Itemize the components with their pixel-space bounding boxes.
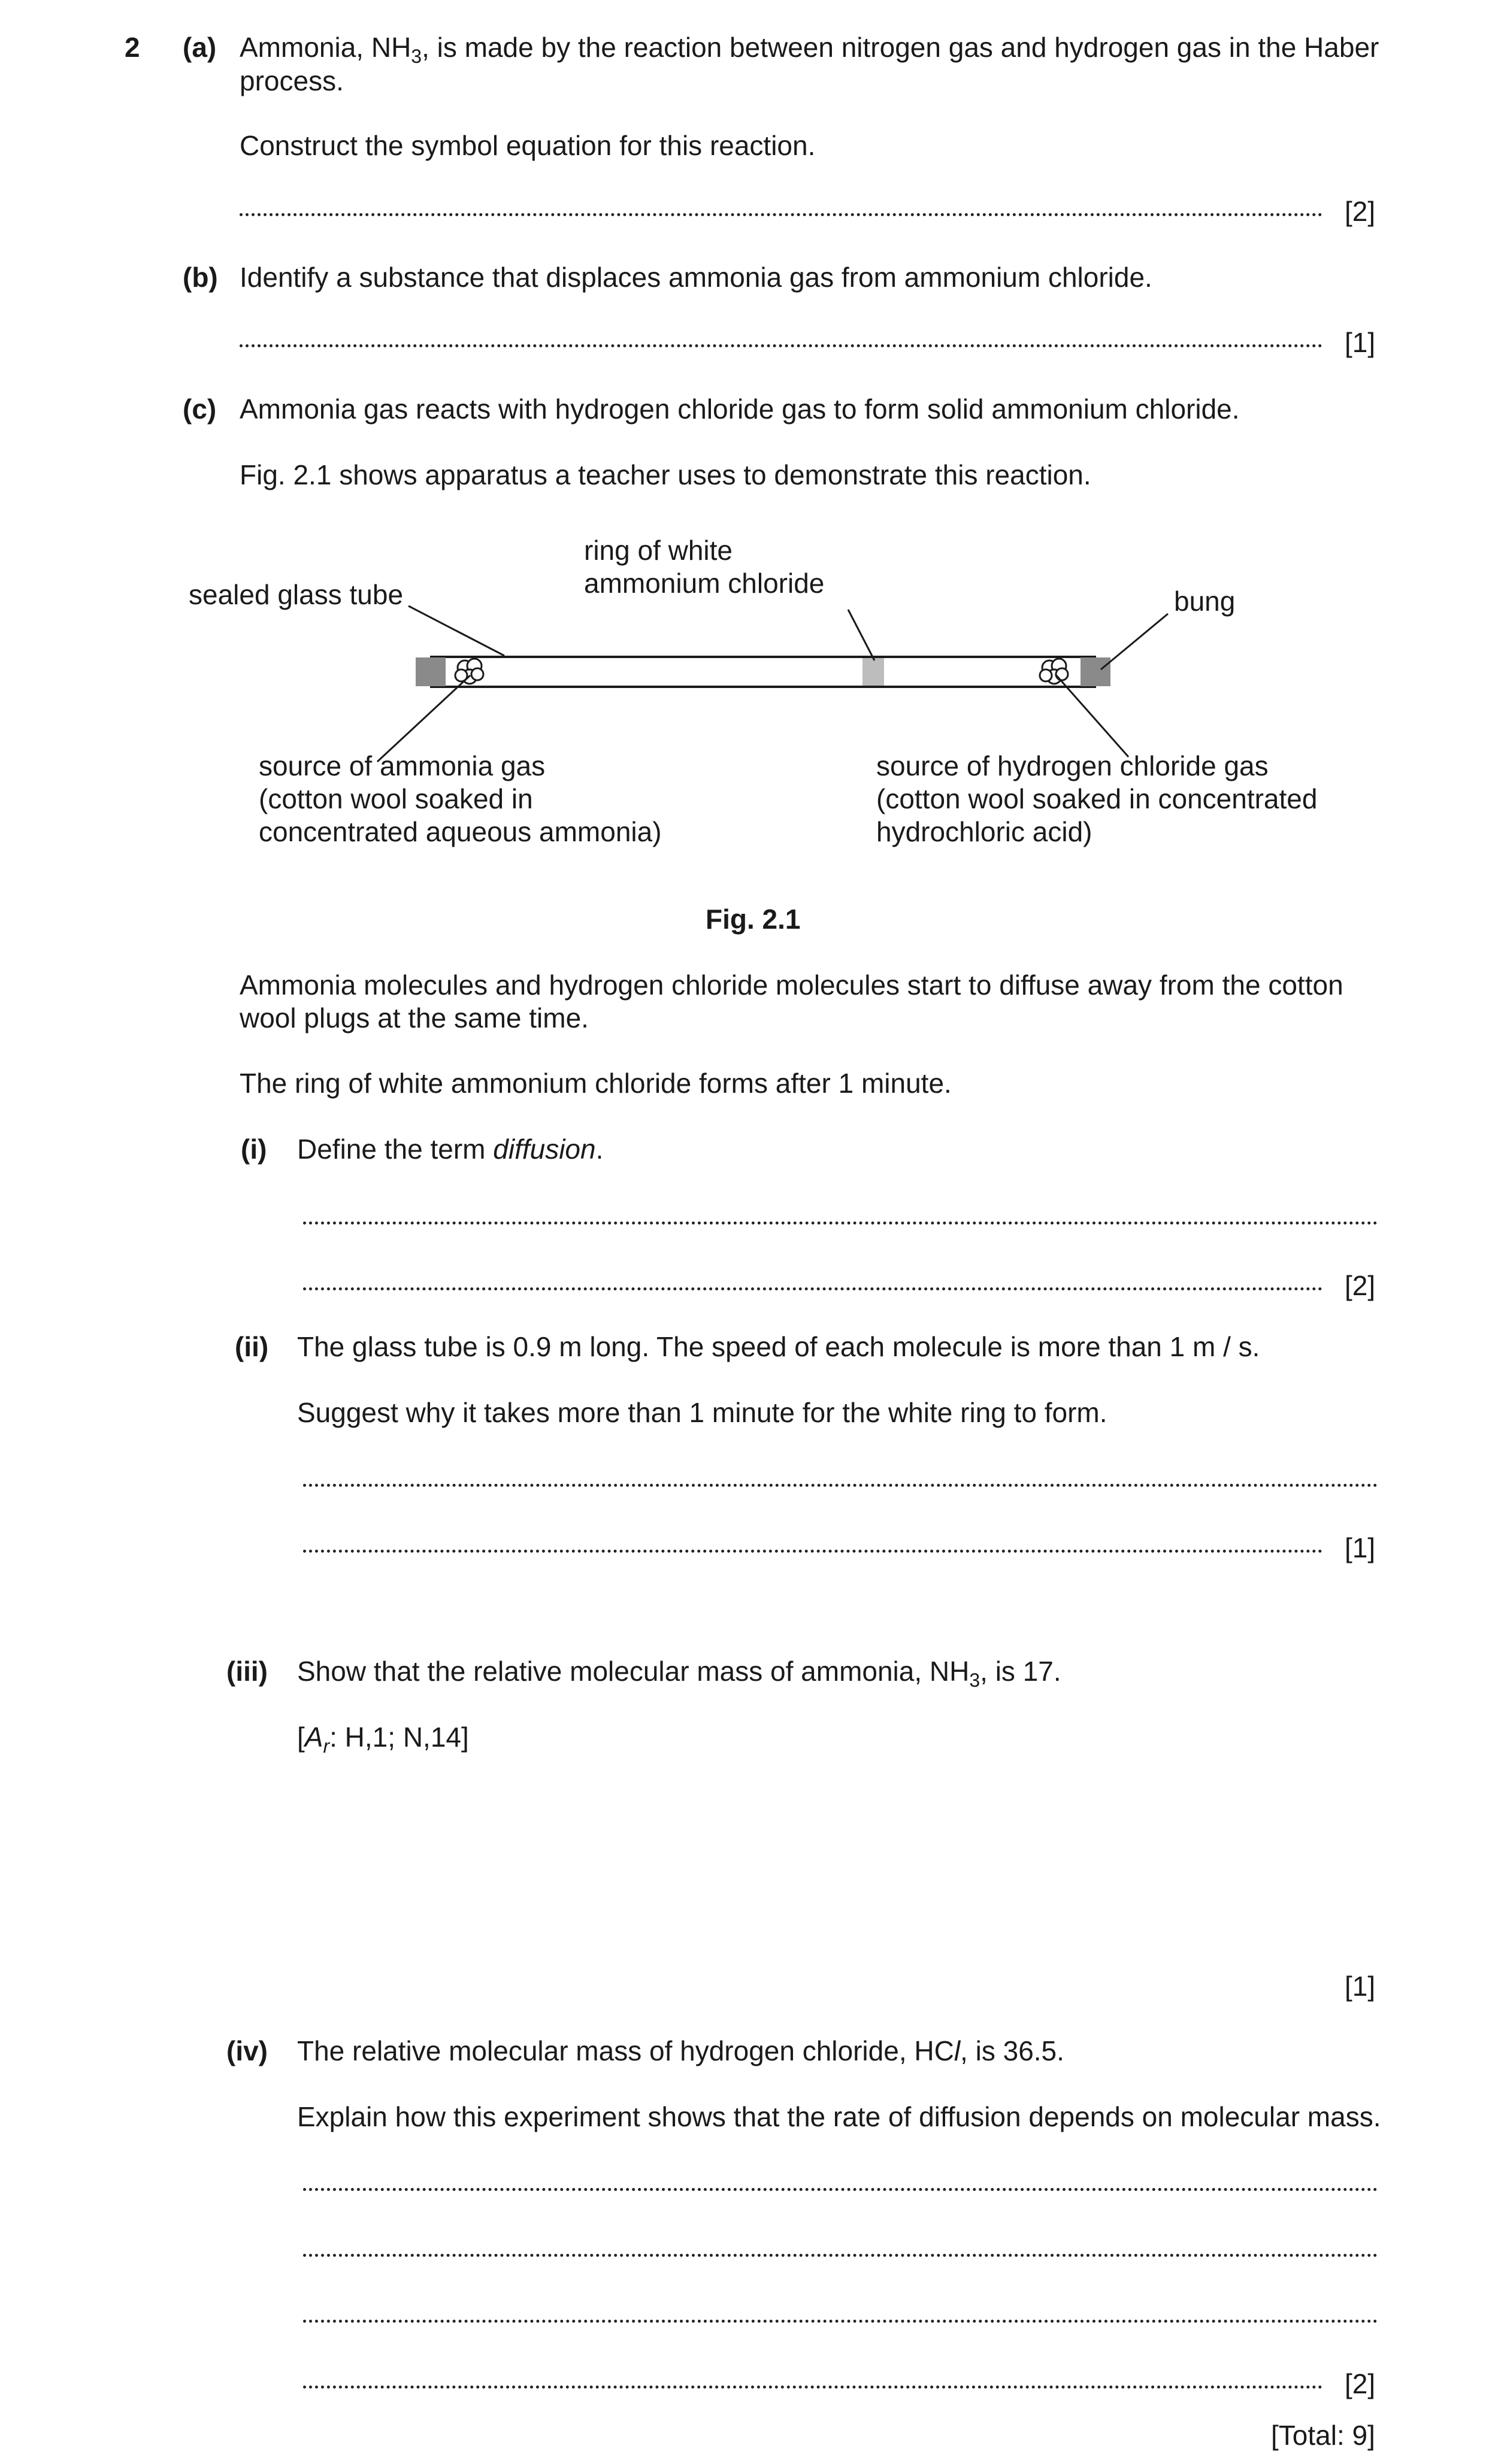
answer-line-iv-4[interactable] (303, 2386, 1322, 2389)
part-c-label: (c) (183, 393, 217, 425)
answer-line-ii-2[interactable] (303, 1550, 1322, 1553)
label-hcl-line2: (cotton wool soaked in concentrated (876, 783, 1318, 814)
part-c-text: Ammonia gas reacts with hydrogen chloride gas to form solid ammonium chloride. (240, 393, 1240, 425)
leader-tube (408, 606, 504, 656)
leader-ammonia (377, 675, 470, 762)
part-c-iv-label: (iv) (226, 2035, 268, 2066)
part-c-i-text: Define the term diffusion. (297, 1133, 604, 1165)
label-ammonia-line2: (cotton wool soaked in (259, 783, 533, 814)
part-a-label: (a) (183, 32, 217, 63)
label-hcl-line1: source of hydrogen chloride gas (876, 750, 1269, 781)
left-bung (416, 657, 446, 686)
part-b-text: Identify a substance that displaces ammonia gas from ammonium chloride. (240, 262, 1152, 293)
answer-line-ii-1[interactable] (303, 1484, 1378, 1487)
part-a-text: Ammonia, $NH_3$, is made by the reaction between nitrogen gas and hydrogen gas in the Haber (240, 32, 1379, 67)
part-c-ii-mark: [1] (1345, 1532, 1376, 1563)
ammonium-chloride-ring (862, 658, 884, 686)
part-c-ii-label: (ii) (235, 1331, 269, 1362)
answer-line-i-1[interactable] (303, 1222, 1378, 1225)
part-c-iii-label: (iii) (226, 1656, 268, 1687)
part-a-text-line2: process. (240, 65, 344, 96)
fig-intro: Fig. 2.1 shows apparatus a teacher uses to demonstrate this reaction. (240, 459, 1091, 490)
part-b-label: (b) (183, 262, 218, 293)
part-c-iv-text: The relative molecular mass of hydrogen chloride, HCl, is 36.5. (297, 2035, 1064, 2066)
label-bung: bung (1174, 586, 1236, 617)
question-number: 2 (125, 32, 140, 63)
answer-line-i-2[interactable] (303, 1287, 1322, 1290)
leader-bung (1101, 614, 1168, 669)
part-c-ii-instruction: Suggest why it takes more than 1 minute for the white ring to form. (297, 1397, 1107, 1428)
part-b-mark: [1] (1345, 327, 1376, 358)
part-c-i-label: (i) (241, 1133, 267, 1165)
para1-line2: wool plugs at the same time. (240, 1002, 589, 1034)
para2: The ring of white ammonium chloride forms after 1 minute. (240, 1068, 952, 1099)
part-c-iii-text: Show that the relative molecular mass of ammonia, $NH_3$, is 17. (297, 1656, 1061, 1691)
glass-tube (431, 657, 1095, 687)
answer-line-iv-1[interactable] (303, 2188, 1378, 2191)
part-a-instruction: Construct the symbol equation for this reaction. (240, 130, 816, 161)
part-c-ii-text: The glass tube is 0.9 m long. The speed of each molecule is more than 1 m / s. (297, 1331, 1260, 1362)
label-ring-line2: ammonium chloride (584, 568, 825, 599)
part-c-iv-instruction: Explain how this experiment shows that the rate of diffusion depends on molecular mass. (297, 2101, 1381, 2132)
cotton-wool-ammonia (455, 659, 483, 684)
label-ammonia-line3: concentrated aqueous ammonia) (259, 816, 662, 847)
right-bung (1081, 657, 1110, 686)
figure-caption: Fig. 2.1 (706, 904, 801, 935)
part-a-mark: [2] (1345, 196, 1376, 227)
label-sealed-glass-tube: sealed glass tube (189, 579, 404, 610)
answer-line-iv-3[interactable] (303, 2320, 1378, 2323)
label-ammonia-line1: source of ammonia gas (259, 750, 546, 781)
answer-line-iv-2[interactable] (303, 2254, 1378, 2257)
total-marks: [Total: 9] (1271, 2420, 1375, 2451)
part-c-iii-mark: [1] (1345, 1971, 1376, 2002)
label-hcl-line3: hydrochloric acid) (876, 816, 1092, 847)
leader-ring (848, 610, 874, 660)
cotton-wool-hcl (1040, 659, 1068, 684)
relative-atomic-masses: [$A_r$: H,1; N,14] (297, 1722, 469, 1757)
label-ring-line1: ring of white (584, 535, 733, 566)
part-c-iv-mark: [2] (1345, 2368, 1376, 2399)
part-c-i-mark: [2] (1345, 1270, 1376, 1301)
para1-line1: Ammonia molecules and hydrogen chloride molecules start to diffuse away from the cotton (240, 969, 1343, 1001)
